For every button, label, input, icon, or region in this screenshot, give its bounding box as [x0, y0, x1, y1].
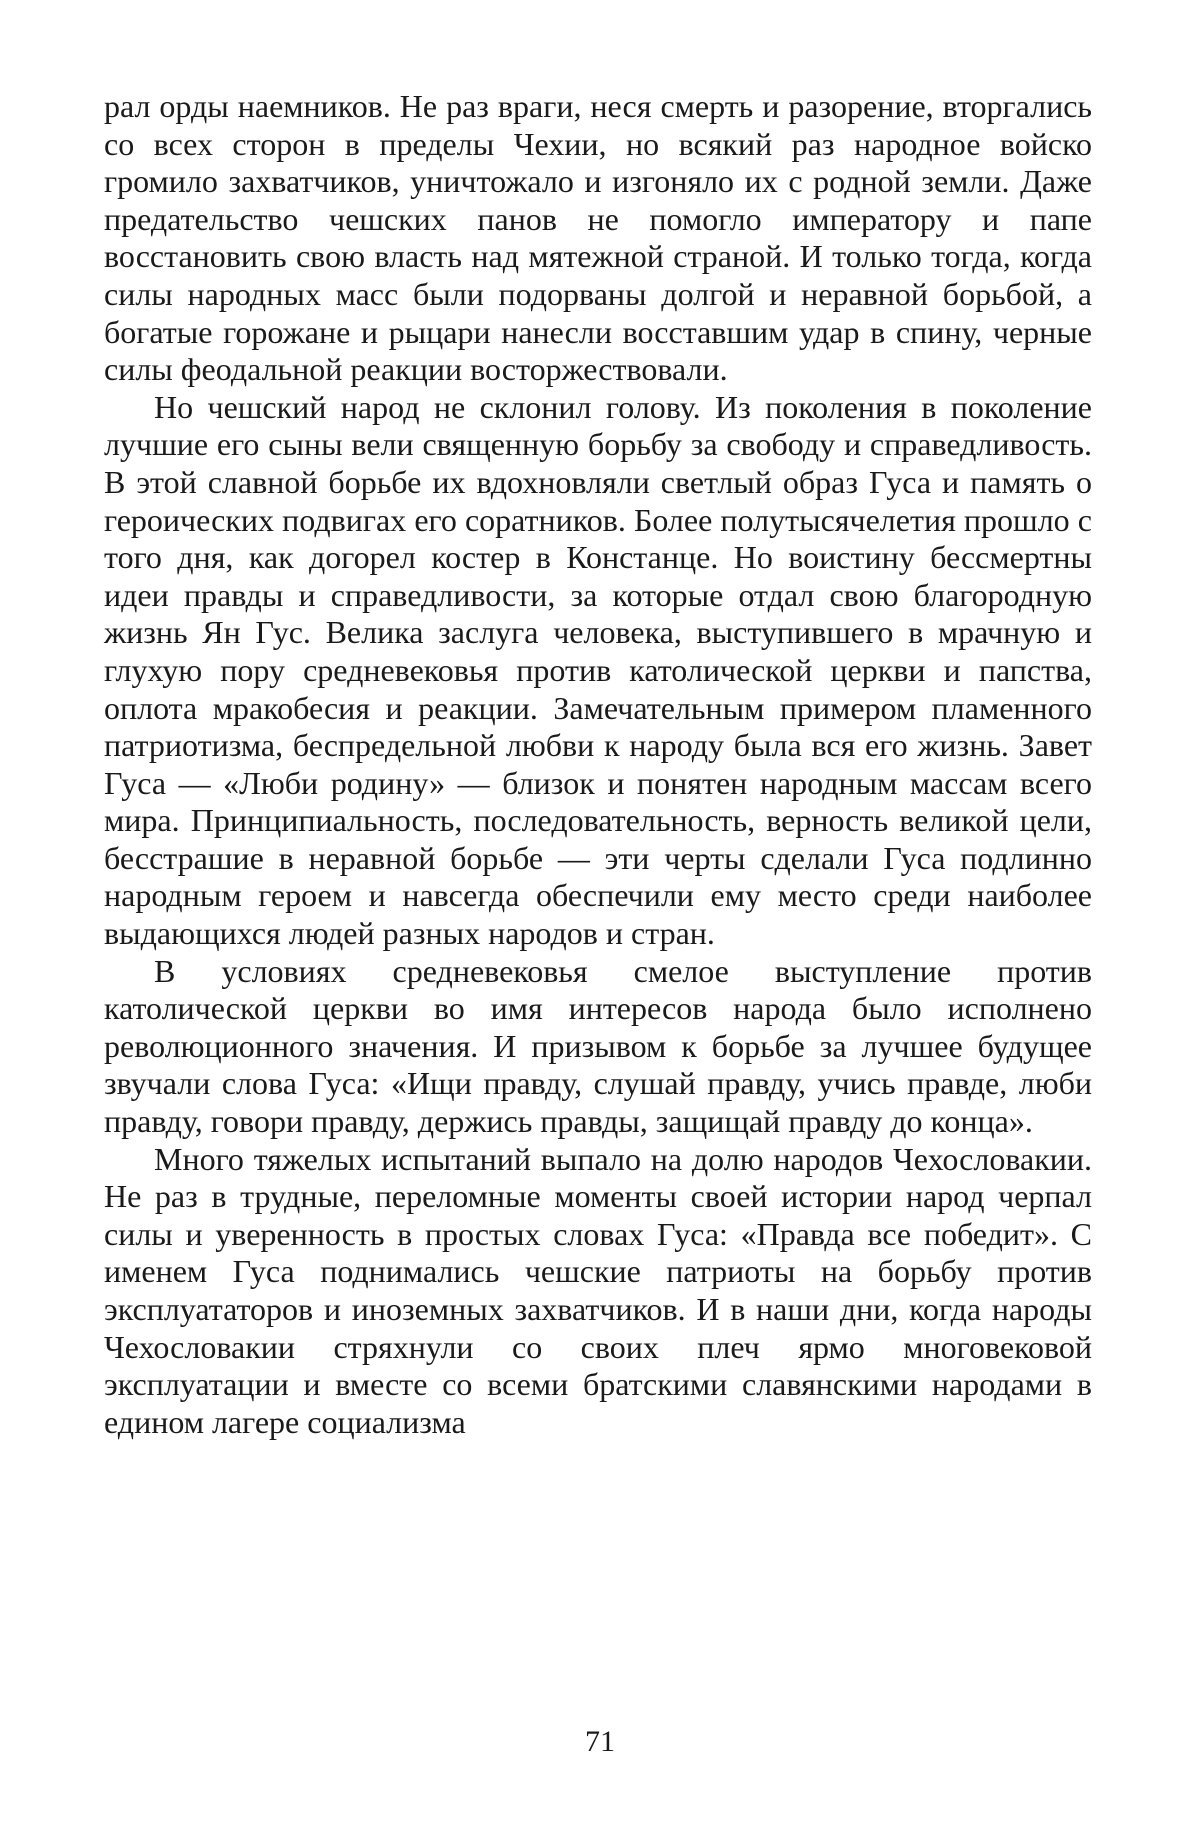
body-text [104, 88, 1092, 1441]
paragraph-2: Но чешский народ не склонил голову. Из поколения в поколение лучшие его сыны вели священную борьбу за свободу и справедливость. В этой славной борьбе их вдохновляли светлый образ Гуса и память о героических подвигах его соратников. Более полутысячелетия прошло с того дня, как догорел костер в Констанце. Но воистину бессмертны идеи правды и справедливости, за которые отдал свою благородную жизнь Ян Гус. Велика заслуга человека, выступившего в мрачную и глухую пору средневековья против католической церкви и папства, оплота мракобесия и реакции. Замечательным примером пламенного патриотизма, беспредельной любви к народу была вся его жизнь. Завет Гуса — «Люби родину» — близок и понятен народным массам всего мира. Принципиальность, последовательность, верность великой цели, бесстрашие в неравной борьбе — эти черты сделали Гуса подлинно народным героем и навсегда обеспечили ему место среди наиболее выдающихся людей разных народов и стран. [104, 388, 1092, 952]
paragraph-1: рал орды наемников. Не раз враги, неся смерть и разорение, вторгались со всех сторон в пределы Чехии, но всякий раз народное войско громило захватчиков, уничтожало и изгоняло их с родной земли. Даже предательство чешских панов не помогло императору и папе восстановить свою власть над мятежной страной. И только тогда, когда силы народных масс были подорваны долгой и неравной борьбой, а богатые горожане и рыцари нанесли восставшим удар в спину, черные силы феодальной реакции восторжествовали. [104, 88, 1092, 388]
page-number: 71 [585, 1725, 615, 1758]
paragraph-3: В условиях средневековья смелое выступление против католической церкви во имя интересов народа было исполнено революционного значения. И призывом к борьбе за лучшее будущее звучали слова Гуса: «Ищи правду, слушай правду, учись правде, люби правду, говори правду, держись правды, защищай правду до конца». [104, 952, 1092, 1140]
paragraph-4: Много тяжелых испытаний выпало на долю народов Чехословакии. Не раз в трудные, переломные моменты своей истории народ черпал силы и уверенность в простых словах Гуса: «Правда все победит». С именем Гуса поднимались чешские патриоты на борьбу против эксплуататоров и иноземных захватчиков. И в наши дни, когда народы Чехословакии стряхнули со своих плеч ярмо многовековой эксплуатации и вместе со всеми братскими славянскими народами в едином лагере социализма [104, 1140, 1092, 1440]
